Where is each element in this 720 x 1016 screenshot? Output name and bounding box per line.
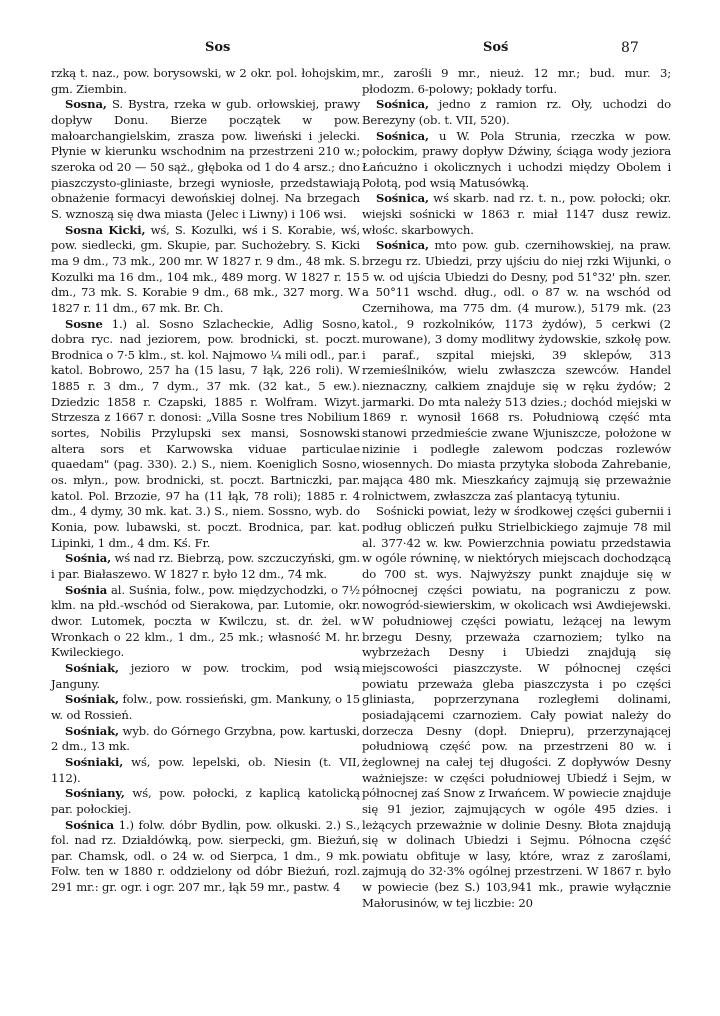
dictionary-entry xyxy=(362,238,671,504)
left-running-head: Sos xyxy=(205,40,231,55)
entry-text: 1.) al. Sosno Szlacheckie, Adlig Sosno, dobra ryc. nad jeziorem, pow. brodnicki, st. poczt. Brodnica o 7·5 klm., st. kol. Najmowo ¼ mili odl., par. katol. Bobrowo, 257 ha (15 lasu, 7 łąk, 226 roli). W 1885 r. 3 dm., 7 dym., 37 mk. (32 kat., 5 ew.). Dziedzic 1858 r. Czapski, 1885 r. Wolfram. Wizyt. Strzesza z 1667 r. donosi: „Villa Sosne tres Nobilium sortes, Nobilis Przylupski sex mansi, Sosnowski altera sors et Karwowska viduae particulae quaedam" (pag. 330). 2.) S., niem. Koeniglich Sosno, os. młyn., pow. brodnicki, st. poczt. Bartniczki, par. katol. Pol. Brzozie, 97 ha (11 łąk, 78 roli); 1885 r. 4 dm., 4 dymy, 30 mk. kat. 3.) S., niem. Sossno, wyb. do Konia, pow. lubawski, st. poczt. Brodnica, par. kat. Lipinki, 1 dm., 4 dm. Kś. Fr. xyxy=(51,316,360,550)
dictionary-entry xyxy=(51,661,360,692)
dictionary-entry xyxy=(51,724,360,755)
dictionary-entry xyxy=(362,504,671,911)
entry-headword: Sośniak, xyxy=(65,660,119,675)
entry-headword: Sosne xyxy=(65,316,103,331)
entry-text: al. Suśnia, folw., pow. międzychodzki, o 7½ klm. na płd.-wschód od Sierakowa, par. Lutomie, okr. dwor. Lutomek, poczta w Kwilczu, st. dr. żel. w Wronkach o 22 klm., 1 dm., 25 mk.; własność M. hr. Kwileckiego. xyxy=(51,582,360,660)
dictionary-entry xyxy=(362,129,671,192)
dictionary-entry xyxy=(51,551,360,582)
dictionary-entry xyxy=(51,818,360,896)
entry-text: rzką t. naz., pow. borysowski, w 2 okr. pol. łohojskim, gm. Ziembin. xyxy=(51,66,360,96)
left-column xyxy=(51,66,360,896)
entry-text: jedno z ramion rz. Oły, uchodzi do Berezyny (ob. t. VII, 520). xyxy=(362,97,671,127)
entry-text: wyb. do Górnego Grzybna, pow. kartuski, 2 dm., 13 mk. xyxy=(51,723,360,754)
dictionary-entry xyxy=(51,66,360,97)
entry-headword: Sosna Kicki, xyxy=(65,222,146,237)
dictionary-entry xyxy=(51,317,360,552)
entry-text: folw., pow. rossieński, gm. Mankuny, o 15 w. od Rossień. xyxy=(51,692,360,722)
entry-headword: Sośnica, xyxy=(376,191,429,206)
entry-text: wś skarb. nad rz. t. n., pow. połocki; okr. wiejski sośnicki w 1863 r. miał 1147 dusz rewiz. włośc. skarbowych. xyxy=(362,191,671,237)
entry-headword: Sośnica, xyxy=(376,238,429,253)
entry-headword: Sośnica xyxy=(65,817,114,832)
entry-text: wś, pow. lepelski, ob. Niesin (t. VII, 112). xyxy=(51,754,360,785)
dictionary-entry xyxy=(51,97,360,222)
entry-headword: Sośniaki, xyxy=(65,754,124,769)
entry-text: wś, pow. połocki, z kaplicą katolicką par. połockiej. xyxy=(51,786,360,816)
entry-headword: Sośniak, xyxy=(65,723,119,738)
entry-headword: Sośniak, xyxy=(65,692,119,707)
dictionary-entry xyxy=(362,66,671,97)
entry-text: jezioro w pow. trockim, pod wsią Janguny. xyxy=(51,660,360,691)
entry-text: 1.) folw. dóbr Bydlin, pow. olkuski. 2.) S., fol. nad rz. Działdówką, pow. sierpecki, gm. Bieżuń, par. Chamsk, odl. o 24 w. od Sierpca, 1 dm., 9 mk. Folw. ten w 1880 r. oddzielony od dóbr Bieżuń, rozl. 291 mr.: gr. ogr. i ogr. 207 mr., łąk 59 mr., pastw. 4 xyxy=(51,817,360,895)
entry-text: Sośnicki powiat, leży w środkowej części gubernii i podług obliczeń pułku Strielbickiego zajmuje 78 mil al. 377·42 w. kw. Powierzchnia powiatu przedstawia w ogóle równinę, w niektórych miejscach dochodzącą do 700 st. wys. Najwyższy punkt znajduje się w północnej części powiatu, na pograniczu z pow. nowogród-siewierskim, w okolicach wsi Awdiejewski. W południowej części powiatu, leżącej na lewym brzegu Desny, przeważa czarnoziem; tylko na wybrzeżach Desny i Ubiedzi znajdują się miejscowości piaszczyste. W północnej części powiatu przeważa gleba piaszczysta i po części gliniasta, poprzerzynana rozległemi dolinami, posiadającemi czarnoziem. Cały powiat należy do dorzecza Desny (dopł. Dniepru), przerzynającej południową część pow. na przestrzeni 80 w. i żeglownej na całej tej długości. Z dopływów Desny ważniejsze: w części południowej Ubiedź i Sejm, w północnej zaś Snow z Irwańcem. W powiecie znajduje się 91 jezior, zajmujących w ogóle 495 dzies. i leżących przeważnie w dolinie Desny. Błota znajdują się w dolinach Ubiedzi i Sejmu. Północna część powiatu obfituje w lasy, które, wraz z zaroślami, zajmują do 32·3% ogólnej przestrzeni. W 1867 r. było w powiecie (bez S.) 103,941 mk., prawie wyłącznie Małorusinów, w tej liczbie: 20 xyxy=(362,504,671,910)
entry-headword: Sośnica, xyxy=(376,128,429,143)
dictionary-entry xyxy=(362,97,671,128)
page-number: 87 xyxy=(621,40,639,56)
entry-headword: Sośniany, xyxy=(65,786,125,801)
entry-headword: Sośnia, xyxy=(65,551,111,566)
right-running-head: Soś xyxy=(483,40,509,55)
entry-text: wś, S. Kozulki, wś i S. Korabie, wś, pow. siedlecki, gm. Skupie, par. Suchożebry. S. Kicki ma 9 dm., 73 mk., 200 mr. W 1827 r. 9 dm., 48 mk. S. Kozulki ma 16 dm., 104 mk., 489 morg. W 1827 r. 15 dm., 73 mk. S. Korabie 9 dm., 68 mk., 327 morg. W 1827 r. 11 dm., 67 mk. Br. Ch. xyxy=(51,222,360,315)
dictionary-entry xyxy=(51,755,360,786)
dictionary-entry xyxy=(51,786,360,817)
entry-headword: Sośnica, xyxy=(376,97,429,112)
entry-text: mto pow. gub. czernihowskiej, na praw. brzegu rz. Ubiedzi, przy ujściu do niej rzki Wijunki, o 5 w. od ujścia Ubiedzi do Desny, pod 51°32' płn. szer. a 50°11 wschd. dług., odl. o 87 w. na wschód od Czernihowa, ma 775 dm. (4 murow.), 5179 mk. (23 katol., 9 rozkolników, 1173 żydów), 5 cerkwi (2 murowane), 3 domy modlitwy żydowskie, szkołę pow. i paraf., szpital miejski, 39 sklepów, 313 rzemieślników, wielu zwłaszcza szewców. Handel nieznaczny, całkiem znajduje się w ręku żydów; 2 jarmarki. Do mta należy 513 dzies.; dochód miejski w 1869 r. wynosił 1668 rs. Południową część mta stanowi przedmieście zwane Wjuniszcze, położone w nizinie i podległe zalewom podczas rozlewów wiosennych. Do miasta przytyka słoboda Zahrebanie, mająca 480 mk. Mieszkańcy zajmują się przeważnie rolnictwem, zwłaszcza zaś plantacyą tytuniu. xyxy=(362,238,671,503)
entry-text: S. Bystra, rzeka w gub. orłowskiej, prawy dopływ Donu. Bierze początek w pow. małoarchangielskim, zrasza pow. liweński i jelecki. Płynie w kierunku wschodnim na przestrzeni 210 w.; szeroka od 20 — 50 sąż., głęboka od 1 do 4 arsz.; dno piaszczysto-gliniaste, brzegi wyniosłe, przedstawiają obnażenie formacyi dewońskiej dolnej. Na brzegach S. wznoszą się dwa miasta (Jelec i Liwny) i 106 wsi. xyxy=(51,97,360,221)
dictionary-entry xyxy=(362,191,671,238)
dictionary-entry xyxy=(51,223,360,317)
entry-text: u W. Pola Strunia, rzeczka w pow. połockim, prawy dopływ Dźwiny, ściąga wody jeziora Łańcużno i okolicznych i uchodzi między Obolem i Połotą, pod wsią Matusówką. xyxy=(362,128,671,190)
dictionary-entry xyxy=(51,692,360,723)
dictionary-entry xyxy=(51,583,360,661)
entry-text: wś nad rz. Biebrzą, pow. szczuczyński, gm. i par. Białaszewo. W 1827 r. było 12 dm., 74 mk. xyxy=(51,551,360,581)
entry-headword: Sośnia xyxy=(65,582,108,597)
entry-headword: Sosna, xyxy=(65,97,107,112)
right-column xyxy=(362,66,671,911)
entry-text: mr., zarośli 9 mr., nieuż. 12 mr.; bud. mur. 3; płodozm. 6-polowy; pokłady torfu. xyxy=(362,66,671,96)
